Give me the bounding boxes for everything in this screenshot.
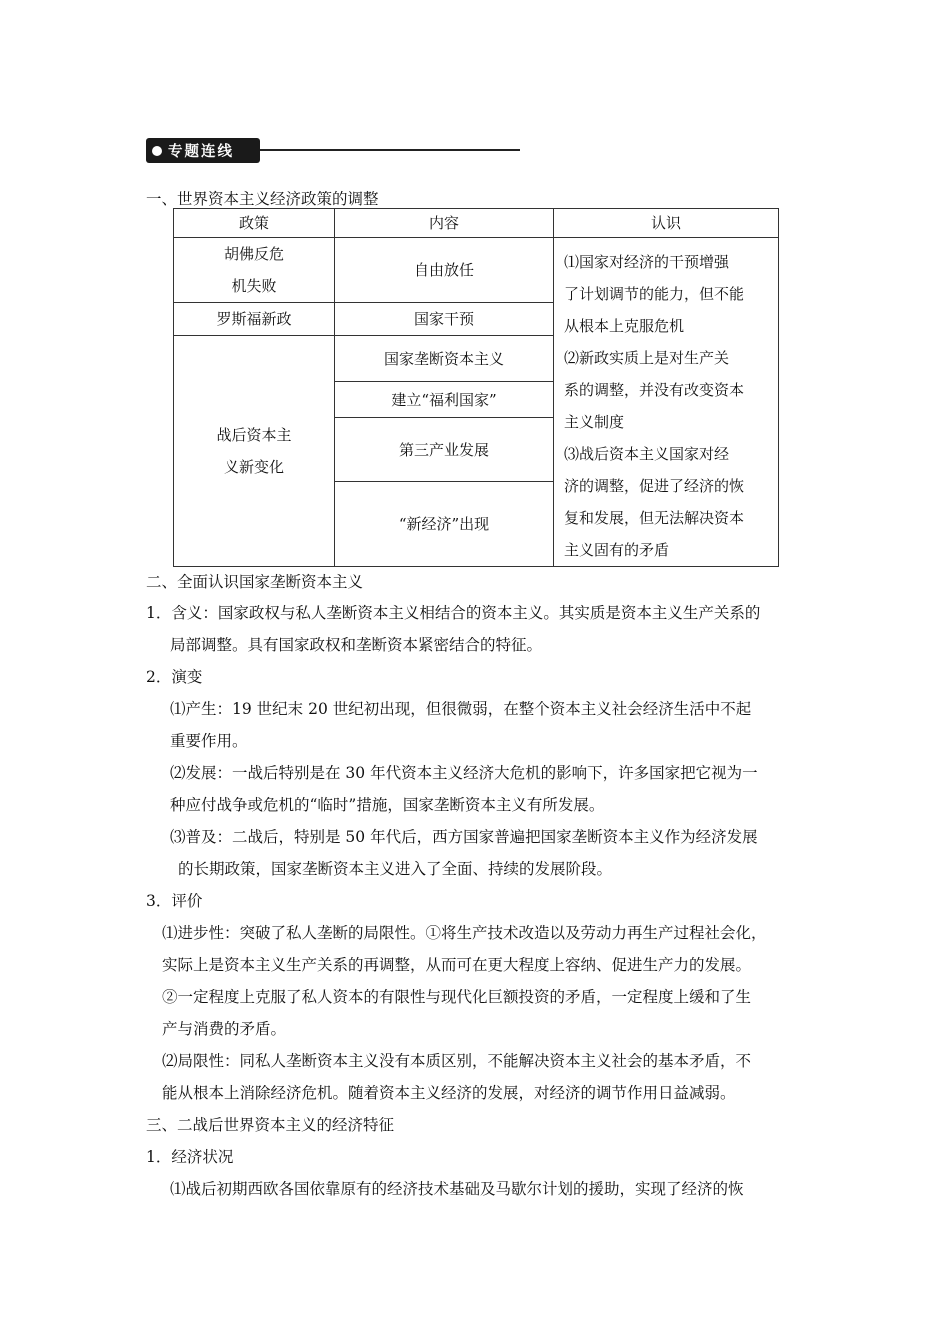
insight-cell: ⑴国家对经济的干预增强 了计划调节的能力，但不能 从根本上克服危机 ⑵新政实质上是对生产关 系的调整，并没有改变资本 主义制度 ⑶战后资本主义国家对经 济的调整，促进了经济的恢 复和发展，但无法解决资本 主义固有的矛盾 <box>554 238 779 567</box>
bullet-icon <box>152 146 162 156</box>
section-badge <box>146 138 260 163</box>
section3-line: 1．经济状况 <box>146 1148 234 1166</box>
section2-line: 能从根本上消除经济危机。随着资本主义经济的发展，对经济的调节作用日益减弱。 <box>162 1084 736 1102</box>
section2-line: 产与消费的矛盾。 <box>162 1020 287 1038</box>
section2-line: 3．评价 <box>146 892 203 910</box>
section2-line: ⑴进步性：突破了私人垄断的局限性。①将生产技术改造以及劳动力再生产过程社会化， <box>162 924 767 942</box>
section2-line: 的长期政策，国家垄断资本主义进入了全面、持续的发展阶段。 <box>178 860 613 878</box>
section2-line: 实际上是资本主义生产关系的再调整，从而可在更大程度上容纳、促进生产力的发展。 <box>162 956 752 974</box>
section1-title: 一、世界资本主义经济政策的调整 <box>146 190 379 208</box>
content-state-monopoly: 国家垄断资本主义 <box>335 336 554 382</box>
policy-postwar: 战后资本主 义新变化 <box>174 336 335 567</box>
content-hoover: 自由放任 <box>335 238 554 303</box>
section2-line: ⑴产生：19 世纪末 20 世纪初出现，但很微弱，在整个资本主义社会经济生活中不起 <box>170 700 752 718</box>
badge-label: 专题连线 <box>168 144 234 160</box>
section2-line: ②一定程度上克服了私人资本的有限性与现代化巨额投资的矛盾，一定程度上缓和了生 <box>162 988 752 1006</box>
content-welfare-state: 建立“福利国家” <box>335 382 554 418</box>
section2-line: 1．含义：国家政权与私人垄断资本主义相结合的资本主义。其实质是资本主义生产关系的 <box>146 604 761 622</box>
section2-line: 2．演变 <box>146 668 203 686</box>
header-content: 内容 <box>335 209 554 238</box>
section3-line: ⑴战后初期西欧各国依靠原有的经济技术基础及马歇尔计划的援助，实现了经济的恢 <box>170 1180 744 1198</box>
section2-title: 二、全面认识国家垄断资本主义 <box>146 573 364 591</box>
policy-hoover: 胡佛反危 机失败 <box>174 238 335 303</box>
section2-line: 种应付战争或危机的“临时”措施，国家垄断资本主义有所发展。 <box>170 796 605 814</box>
policy-table <box>173 208 779 567</box>
section2-line: ⑶普及：二战后，特别是 50 年代后，西方国家普遍把国家垄断资本主义作为经济发展 <box>170 828 758 846</box>
policy-roosevelt: 罗斯福新政 <box>174 303 335 336</box>
header-policy: 政策 <box>174 209 335 238</box>
section3-title: 三、二战后世界资本主义的经济特征 <box>146 1116 395 1134</box>
content-roosevelt: 国家干预 <box>335 303 554 336</box>
section2-line: ⑵发展：一战后特别是在 30 年代资本主义经济大危机的影响下，许多国家把它视为一 <box>170 764 758 782</box>
header-insight: 认识 <box>554 209 779 238</box>
section2-line: ⑵局限性：同私人垄断资本主义没有本质区别，不能解决资本主义社会的基本矛盾，不 <box>162 1052 752 1070</box>
section2-line: 重要作用。 <box>170 732 248 750</box>
badge-underline <box>260 149 520 151</box>
content-tertiary-industry: 第三产业发展 <box>335 418 554 482</box>
content-new-economy: “新经济”出现 <box>335 482 554 567</box>
section2-line: 局部调整。具有国家政权和垄断资本紧密结合的特征。 <box>170 636 543 654</box>
